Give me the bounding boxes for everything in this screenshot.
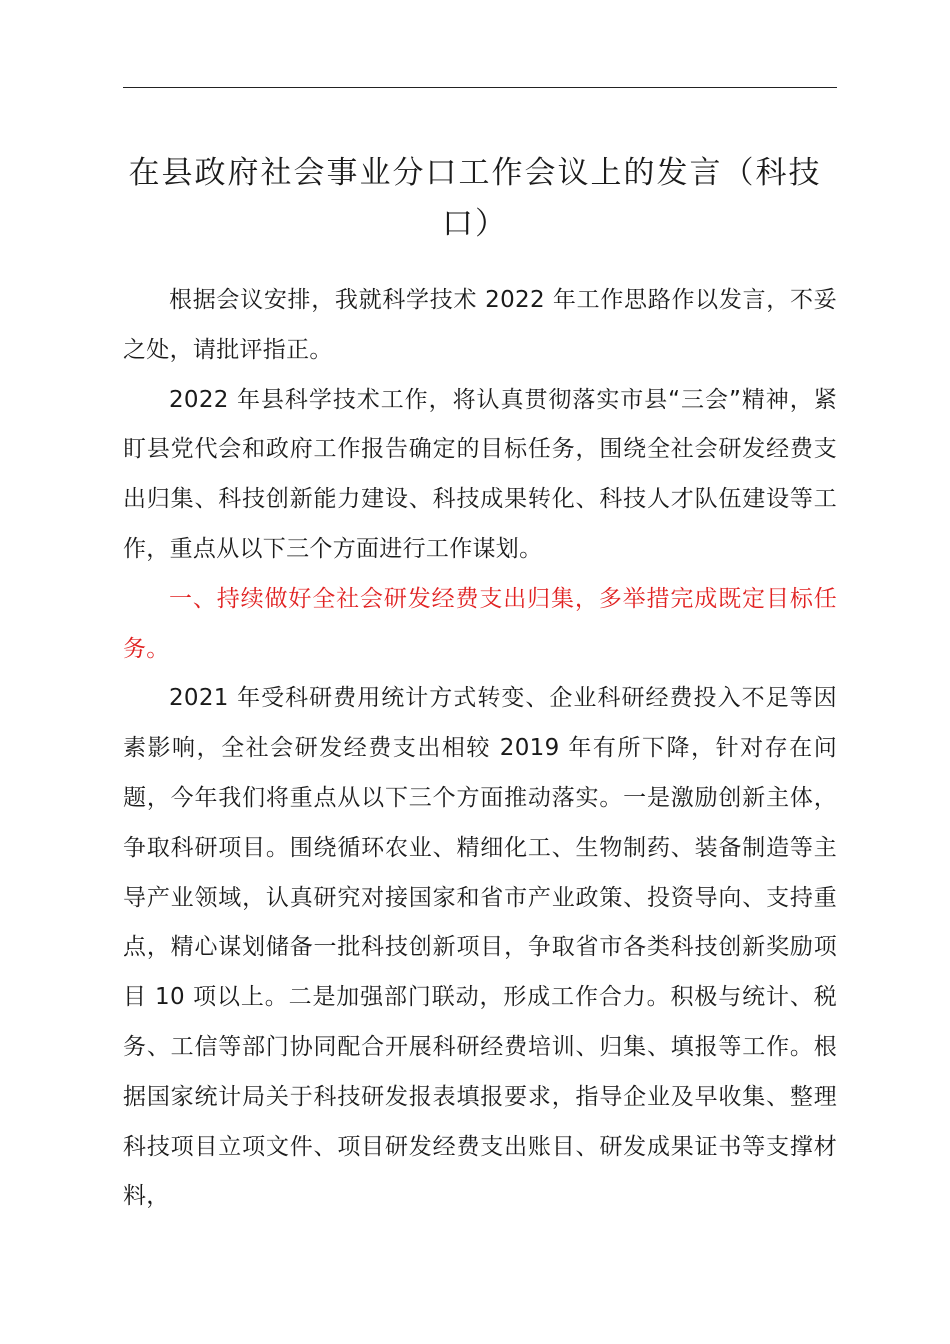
document-body <box>123 276 837 1222</box>
header-rule <box>123 87 837 88</box>
paragraph-overview: 2022 年县科学技术工作，将认真贯彻落实市县“三会”精神，紧盯县党代会和政府工作报告确定的目标任务，围绕全社会研发经费支出归集、科技创新能力建设、科技成果转化、科技人才队伍建设等工作，重点从以下三个方面进行工作谋划。 <box>123 386 837 562</box>
section-heading-1: 一、持续做好全社会研发经费支出归集，多举措完成既定目标任务。 <box>123 585 837 662</box>
paragraph-section-1-body: 2021 年受科研费用统计方式转变、企业科研经费投入不足等因素影响，全社会研发经费支出相较 2019 年有所下降，针对存在问题，今年我们将重点从以下三个方面推动落实。一是激励创新主体，争取科研项目。围绕循环农业、精细化工、生物制药、装备制造等主导产业领域，认真研究对接国家和省市产业政策、投资导向、支持重点，精心谋划储备一批科技创新项目，争取省市各类科技创新奖励项目 10 项以上。二是加强部门联动，形成工作合力。积极与统计、税务、工信等部门协同配合开展科研经费培训、归集、填报等工作。根据国家统计局关于科技研发报表填报要求，指导企业及早收集、整理科技项目立项文件、项目研发经费支出账目、研发成果证书等支撑材料， <box>123 685 837 1210</box>
paragraph-intro: 根据会议安排，我就科学技术 2022 年工作思路作以发言，不妥之处，请批评指正。 <box>123 287 837 363</box>
document-title: 在县政府社会事业分口工作会议上的发言（科技口） <box>128 155 822 242</box>
